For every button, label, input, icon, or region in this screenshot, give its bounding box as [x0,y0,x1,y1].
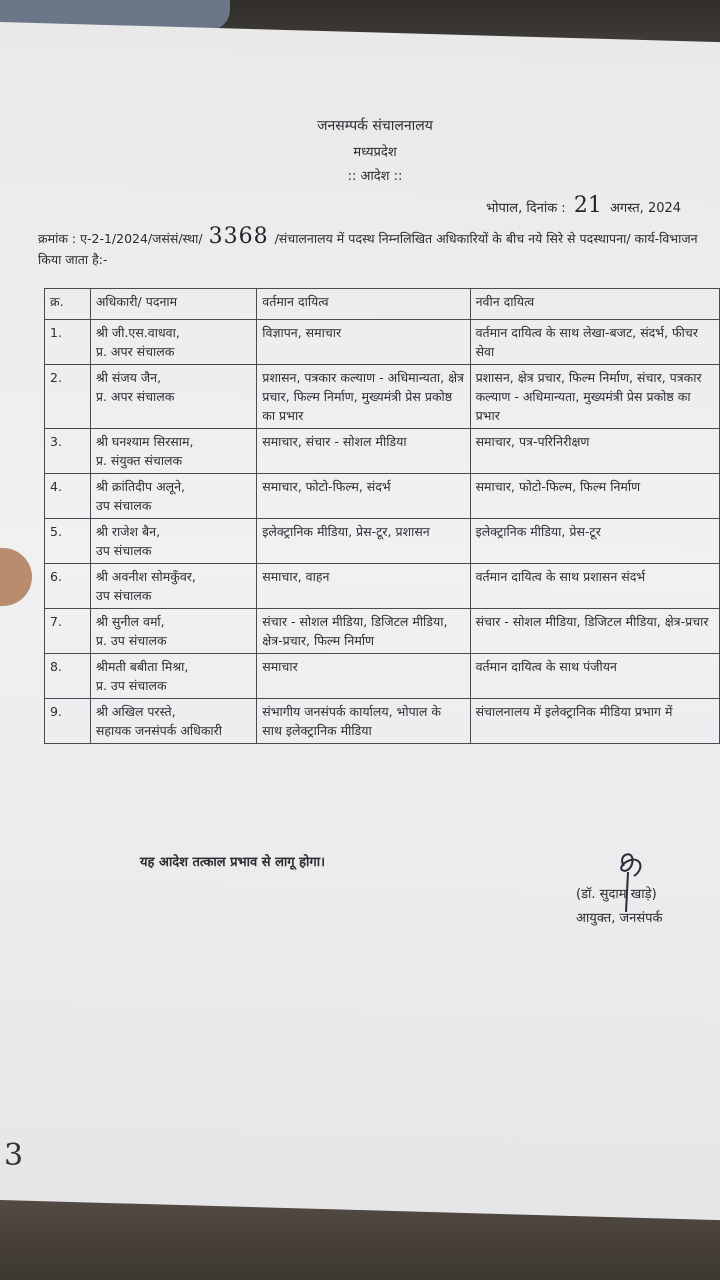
row-officer [90,429,256,474]
row-new-duty: वर्तमान दायित्व के साथ प्रशासन संदर्भ [470,564,719,609]
header-officer: अधिकारी/ पदनाम [90,289,256,320]
order-title: :: आदेश :: [347,169,403,184]
row-serial: 7. [45,609,91,654]
reference-prefix: क्रमांक : ए-2-1/2024/जसंसं/स्था/ [38,231,203,246]
officer-name: श्री अवनीश सोमकुँवर, [95,569,196,584]
table-header-row [45,289,720,320]
row-officer [90,365,256,429]
header-current-duty: वर्तमान दायित्व [257,289,470,320]
row-officer [90,699,256,744]
table-row [45,429,720,474]
margin-number: 3 [4,1138,24,1173]
row-serial: 1. [45,320,91,365]
row-current-duty: संभागीय जनसंपर्क कार्यालय, भोपाल के साथ इलेक्ट्रानिक मीडिया [257,699,470,744]
row-officer [90,320,256,365]
officer-name: श्री अखिल परस्ते, [95,704,176,719]
row-officer [90,519,256,564]
signatory-title: आयुक्त, जनसंपर्क [576,911,663,926]
row-serial: 3. [45,429,91,474]
row-current-duty: इलेक्ट्रानिक मीडिया, प्रेस-टूर, प्रशासन [257,519,470,564]
row-current-duty: समाचार, फोटो-फिल्म, संदर्भ [257,474,470,519]
row-serial: 6. [45,564,91,609]
row-officer [90,609,256,654]
reference-body: /संचालनालय में पदस्थ निम्नलिखित अधिकारियों के बीच नये सिरे से पदस्थापना/ कार्य-विभाजन किया जाता है:- [38,231,698,267]
officer-designation: प्र. संयुक्त संचालक [95,453,183,468]
table-row [45,699,720,744]
table-row [45,654,720,699]
table-row [45,609,720,654]
reference-paragraph [38,226,714,270]
row-current-duty: समाचार, संचार - सोशल मीडिया [257,429,470,474]
officer-name: श्री राजेश बैन, [95,524,161,539]
row-current-duty: संचार - सोशल मीडिया, डिजिटल मीडिया, क्षेत्र-प्रचार, फिल्म निर्माण [257,609,470,654]
officer-designation: प्र. उप संचालक [95,633,167,648]
row-new-duty: इलेक्ट्रानिक मीडिया, प्रेस-टूर [470,519,719,564]
officer-name: श्री घनश्याम सिरसाम, [95,434,194,449]
officer-designation: सहायक जनसंपर्क अधिकारी [95,723,223,738]
row-new-duty: वर्तमान दायित्व के साथ पंजीयन [470,654,719,699]
row-serial: 4. [45,474,91,519]
effect-note: यह आदेश तत्काल प्रभाव से लागू होगा। [140,855,326,870]
officer-name: श्रीमती बबीता मिश्रा, [95,659,189,674]
reference-number: 3368 [208,224,269,249]
header-serial: क्र. [45,289,91,320]
officer-designation: उप संचालक [95,588,152,603]
officer-designation: उप संचालक [95,543,152,558]
date-prefix: भोपाल, दिनांक : [486,201,566,216]
officer-designation: उप संचालक [95,498,152,513]
row-new-duty: समाचार, पत्र-परिनिरीक्षण [470,429,719,474]
state-heading: मध्यप्रदेश [353,145,397,160]
table-row [45,365,720,429]
row-serial: 5. [45,519,91,564]
officer-designation: प्र. अपर संचालक [95,344,175,359]
table-row [45,519,720,564]
row-current-duty: समाचार, वाहन [257,564,470,609]
row-officer [90,474,256,519]
row-current-duty: प्रशासन, पत्रकार कल्याण - अधिमान्यता, क्षेत्र प्रचार, फिल्म निर्माण, मुख्यमंत्री प्रेस प्रकोष्ठ का प्रभार [257,365,470,429]
row-new-duty: संचार - सोशल मीडिया, डिजिटल मीडिया, क्षेत्र-प्रचार [470,609,719,654]
date-suffix: अगस्त, 2024 [609,201,682,216]
row-serial: 9. [45,699,91,744]
row-new-duty: समाचार, फोटो-फिल्म, फिल्म निर्माण [470,474,719,519]
table-row [45,474,720,519]
row-serial: 2. [45,365,91,429]
row-new-duty: संचालनालय में इलेक्ट्रानिक मीडिया प्रभाग में [470,699,719,744]
row-current-duty: विज्ञापन, समाचार [257,320,470,365]
table-row [45,564,720,609]
date-line [486,193,681,218]
officer-name: श्री क्रांतिदीप अलूने, [95,479,186,494]
row-officer [90,654,256,699]
officer-name: श्री सुनील वर्मा, [95,614,165,629]
table-row [45,320,720,365]
row-new-duty: वर्तमान दायित्व के साथ लेखा-बजट, संदर्भ, फीचर सेवा [470,320,719,365]
row-current-duty: समाचार [257,654,470,699]
signature-mark [606,846,686,916]
signatory-name: (डॉ. सुदाम खाड़े) [576,887,657,902]
date-day: 21 [573,193,602,218]
row-serial: 8. [45,654,91,699]
row-officer [90,564,256,609]
department-heading: जनसम्पर्क संचालनालय [317,118,433,134]
officer-name: श्री संजय जैन, [95,370,162,385]
officer-designation: प्र. उप संचालक [95,678,167,693]
assignment-table [44,288,720,744]
officer-designation: प्र. अपर संचालक [95,389,175,404]
officer-name: श्री जी.एस.वाधवा, [95,325,180,340]
header-new-duty: नवीन दायित्व [470,289,719,320]
row-new-duty: प्रशासन, क्षेत्र प्रचार, फिल्म निर्माण, संचार, पत्रकार कल्याण - अधिमान्यता, मुख्यमंत्री प्रेस प्रकोष्ठ का प्रभार [470,365,719,429]
